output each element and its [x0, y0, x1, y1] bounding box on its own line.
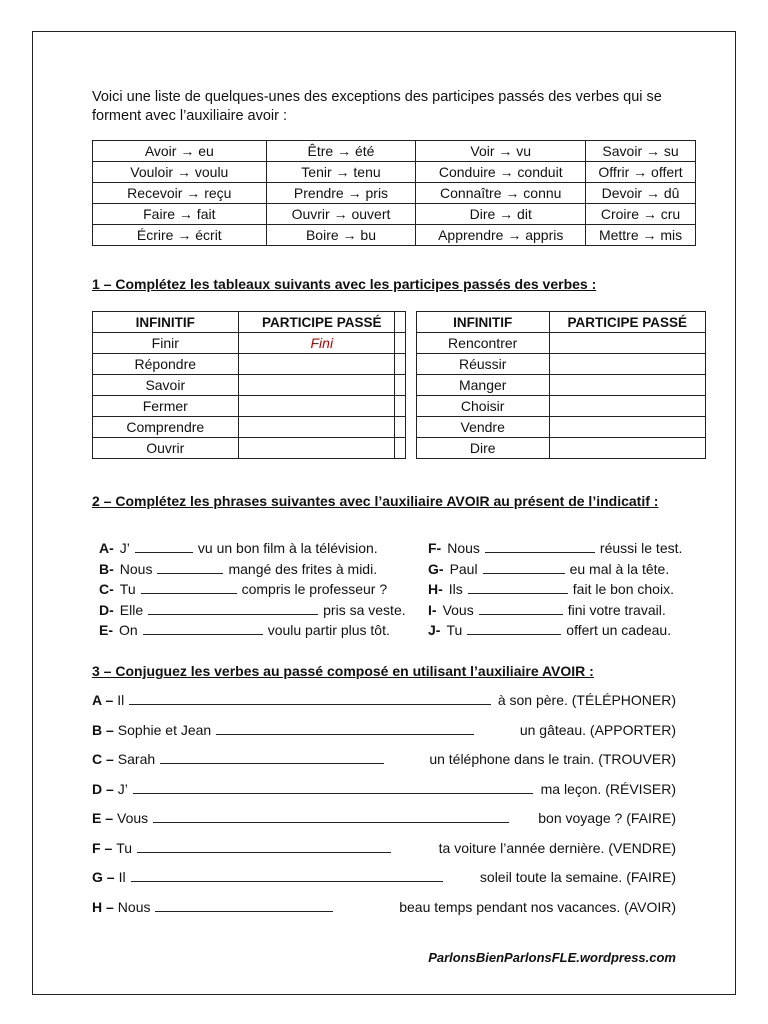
- sentence-item: [99, 561, 377, 577]
- table-row: [395, 354, 706, 375]
- infinitive-cell: Choisir: [416, 396, 549, 417]
- sentence-subject: Nous: [447, 540, 480, 556]
- infinitive-cell: Rencontrer: [416, 333, 549, 354]
- answer-blank[interactable]: [137, 841, 391, 853]
- sentence-item: [428, 622, 671, 638]
- sentence-subject: Nous: [117, 898, 151, 915]
- table-row: [395, 396, 706, 417]
- sentence-ending: soleil toute la semaine. (FAIRE): [479, 869, 676, 885]
- sentence-ending: beau temps pendant nos vacances. (AVOIR): [399, 898, 676, 915]
- table-row: [93, 396, 406, 417]
- infinitive-cell: Manger: [416, 375, 549, 396]
- sentence-ending: eu mal à la tête.: [569, 560, 670, 577]
- sentence-letter: D-: [99, 601, 114, 618]
- exception-cell: Conduire → conduit: [416, 162, 586, 183]
- exception-cell: Faire → fait: [93, 204, 267, 225]
- sentence-subject: Ils: [448, 581, 463, 597]
- sentence-item: [428, 581, 674, 597]
- participle-answer-cell[interactable]: [238, 396, 405, 417]
- sentence-subject: Sophie et Jean: [117, 721, 212, 738]
- sentence-ending: réussi le test.: [599, 540, 683, 556]
- sentence-ending: bon voyage ? (FAIRE): [538, 810, 676, 826]
- answer-blank[interactable]: [153, 811, 509, 823]
- infinitive-cell: Répondre: [93, 354, 239, 375]
- table-gap: [395, 354, 417, 375]
- sentence-subject: J’: [117, 780, 128, 797]
- conjugation-item: [92, 899, 676, 915]
- infinitive-cell: Fermer: [93, 396, 239, 417]
- exception-cell: Être → été: [266, 141, 416, 162]
- infinitive-cell: Dire: [416, 438, 549, 459]
- exception-cell: Recevoir → reçu: [93, 183, 267, 204]
- exceptions-row: [93, 225, 696, 246]
- sentence-ending: offert un cadeau.: [566, 622, 672, 638]
- exception-cell: Savoir → su: [586, 141, 696, 162]
- sentence-subject: Paul: [449, 560, 478, 577]
- exceptions-row: [93, 183, 696, 204]
- sentence-subject: Tu: [116, 839, 133, 856]
- participle-table-right: [394, 311, 706, 459]
- sentence-letter: H –: [92, 898, 114, 915]
- exception-cell: Écrire → écrit: [93, 225, 267, 246]
- sentence-ending: voulu partir plus tôt.: [267, 622, 390, 638]
- exercise-3-heading: 3 – Conjuguez les verbes au passé composé en utilisant l’auxiliaire AVOIR :: [92, 663, 594, 679]
- sentence-subject: Il: [117, 692, 125, 708]
- conjugation-item: [92, 722, 676, 738]
- answer-blank[interactable]: [160, 752, 384, 764]
- table-gap: [395, 396, 417, 417]
- answer-blank[interactable]: [483, 562, 565, 574]
- exceptions-row: [93, 162, 696, 183]
- participle-answer-cell[interactable]: [549, 354, 706, 375]
- exceptions-row: [93, 204, 696, 225]
- exception-cell: Mettre → mis: [586, 225, 696, 246]
- exception-cell: Dire → dit: [416, 204, 586, 225]
- sentence-letter: I-: [428, 601, 437, 618]
- sentence-item: [428, 561, 669, 577]
- answer-blank[interactable]: [143, 623, 263, 635]
- table-row: [395, 417, 706, 438]
- sentence-subject: On: [119, 622, 138, 638]
- sentence-item: [428, 602, 666, 618]
- exception-cell: Devoir → dû: [586, 183, 696, 204]
- conjugation-item: [92, 692, 676, 708]
- sentence-letter: E –: [92, 810, 114, 826]
- sentence-letter: A-: [99, 540, 114, 556]
- table-row: [395, 375, 706, 396]
- conjugation-item: [92, 810, 676, 826]
- exception-cell: Apprendre → appris: [416, 225, 586, 246]
- participle-answer-cell[interactable]: [549, 417, 706, 438]
- sentence-ending: mangé des frites à midi.: [228, 560, 378, 577]
- participle-answer-cell[interactable]: Fini: [238, 333, 405, 354]
- infinitive-cell: Vendre: [416, 417, 549, 438]
- participle-answer-cell[interactable]: [549, 333, 706, 354]
- exception-cell: Croire → cru: [586, 204, 696, 225]
- infinitive-cell: Savoir: [93, 375, 239, 396]
- sentence-ending: ma leçon. (RÉVISER): [540, 780, 676, 797]
- answer-blank[interactable]: [467, 623, 561, 635]
- answer-blank[interactable]: [479, 603, 563, 615]
- answer-blank[interactable]: [155, 900, 333, 912]
- sentence-item: [99, 540, 378, 556]
- participle-answer-cell[interactable]: [238, 375, 405, 396]
- footer-url: ParlonsBienParlonsFLE.wordpress.com: [428, 950, 676, 965]
- sentence-ending: vu un bon film à la télévision.: [197, 540, 378, 556]
- exception-cell: Tenir → tenu: [266, 162, 416, 183]
- sentence-ending: fini votre travail.: [567, 601, 666, 618]
- table-row: [93, 333, 406, 354]
- table-gap: [395, 438, 417, 459]
- sentence-subject: Vous: [117, 810, 149, 826]
- infinitive-cell: Réussir: [416, 354, 549, 375]
- exception-cell: Boire → bu: [266, 225, 416, 246]
- exception-cell: Prendre → pris: [266, 183, 416, 204]
- answer-blank[interactable]: [129, 693, 491, 705]
- participle-table-left: [92, 311, 406, 459]
- answer-blank[interactable]: [216, 723, 474, 735]
- conjugation-item: [92, 751, 676, 767]
- sentence-letter: C –: [92, 751, 114, 767]
- answer-blank[interactable]: [148, 603, 318, 615]
- table-row: [93, 375, 406, 396]
- infinitive-cell: Ouvrir: [93, 438, 239, 459]
- answer-blank[interactable]: [485, 541, 595, 553]
- sentence-subject: Vous: [442, 601, 474, 618]
- table-row: [93, 354, 406, 375]
- sentence-letter: B-: [99, 560, 114, 577]
- answer-blank[interactable]: [133, 782, 533, 794]
- exceptions-table: [92, 140, 696, 246]
- column-header-participe: PARTICIPE PASSÉ: [238, 312, 405, 333]
- exercise-1-heading: 1 – Complétez les tableaux suivants avec les participes passés des verbes :: [92, 276, 597, 292]
- sentence-subject: Il: [118, 869, 126, 885]
- sentence-item: [99, 622, 390, 638]
- sentence-ending: ta voiture l’année dernière. (VENDRE): [438, 839, 676, 856]
- sentence-letter: G-: [428, 560, 444, 577]
- exception-cell: Vouloir → voulu: [93, 162, 267, 183]
- answer-blank[interactable]: [468, 582, 568, 594]
- table-row: [395, 333, 706, 354]
- sentence-item: [99, 581, 387, 597]
- column-header-infinitif: INFINITIF: [93, 312, 239, 333]
- sentence-subject: Sarah: [117, 751, 156, 767]
- table-row: [93, 417, 406, 438]
- exception-cell: Offrir → offert: [586, 162, 696, 183]
- column-header-participe: PARTICIPE PASSÉ: [549, 312, 706, 333]
- sentence-letter: A –: [92, 692, 114, 708]
- sentence-ending: à son père. (TÉLÉPHONER): [497, 692, 676, 708]
- sentence-subject: Elle: [119, 601, 144, 618]
- sentence-ending: fait le bon choix.: [572, 581, 674, 597]
- answer-blank[interactable]: [135, 541, 193, 553]
- sentence-ending: pris sa veste.: [323, 601, 406, 618]
- infinitive-cell: Comprendre: [93, 417, 239, 438]
- table-gap: [395, 333, 417, 354]
- table-gap: [395, 375, 417, 396]
- participle-answer-cell[interactable]: [238, 354, 405, 375]
- sentence-letter: C-: [99, 581, 114, 597]
- sentence-letter: B –: [92, 721, 114, 738]
- participle-answer-cell[interactable]: [549, 375, 706, 396]
- participle-answer-cell[interactable]: [238, 417, 405, 438]
- participle-answer-cell[interactable]: [238, 438, 405, 459]
- sentence-subject: Tu: [119, 581, 136, 597]
- answer-blank[interactable]: [141, 582, 237, 594]
- table-gap: [395, 312, 417, 333]
- sentence-letter: G –: [92, 869, 115, 885]
- sentence-item: [99, 602, 406, 618]
- sentence-subject: J’: [119, 540, 130, 556]
- sentence-ending: un téléphone dans le train. (TROUVER): [429, 751, 676, 767]
- table-gap: [395, 417, 417, 438]
- sentence-ending: un gâteau. (APPORTER): [519, 721, 676, 738]
- exercise-2-heading: 2 – Complétez les phrases suivantes avec l’auxiliaire AVOIR au présent de l’indicatif :: [92, 493, 659, 509]
- exception-cell: Ouvrir → ouvert: [266, 204, 416, 225]
- conjugation-item: [92, 840, 676, 856]
- infinitive-cell: Finir: [93, 333, 239, 354]
- sentence-ending: compris le professeur ?: [241, 581, 388, 597]
- participle-answer-cell[interactable]: [549, 396, 706, 417]
- sentence-letter: D –: [92, 780, 114, 797]
- sentence-letter: F –: [92, 839, 113, 856]
- exception-cell: Avoir → eu: [93, 141, 267, 162]
- sentence-letter: F-: [428, 540, 442, 556]
- exception-cell: Connaître → connu: [416, 183, 586, 204]
- table-row: [395, 438, 706, 459]
- sentence-letter: J-: [428, 622, 441, 638]
- exception-cell: Voir → vu: [416, 141, 586, 162]
- conjugation-item: [92, 869, 676, 885]
- answer-blank[interactable]: [131, 870, 443, 882]
- sentence-subject: Nous: [119, 560, 153, 577]
- intro-text: Voici une liste de quelques-unes des exceptions des participes passés des verbes qui se forment avec l’auxiliaire avoir :: [92, 89, 662, 124]
- column-header-infinitif: INFINITIF: [416, 312, 549, 333]
- table-row: [93, 438, 406, 459]
- sentence-letter: E-: [99, 622, 113, 638]
- sentence-letter: H-: [428, 581, 443, 597]
- participle-answer-cell[interactable]: [549, 438, 706, 459]
- answer-blank[interactable]: [157, 562, 223, 574]
- exceptions-row: [93, 141, 696, 162]
- conjugation-item: [92, 781, 676, 797]
- sentence-subject: Tu: [446, 622, 463, 638]
- sentence-item: [428, 540, 682, 556]
